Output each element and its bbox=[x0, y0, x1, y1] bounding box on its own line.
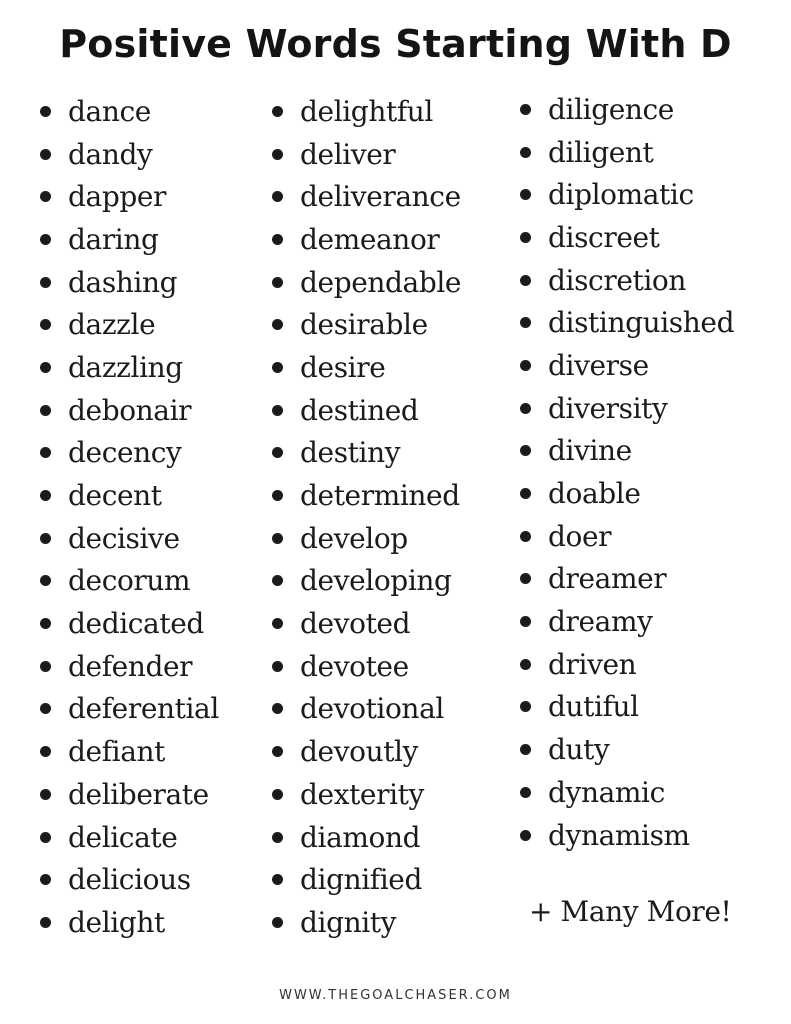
list-item bbox=[520, 728, 734, 771]
bullet-icon bbox=[272, 447, 283, 458]
bullet-icon bbox=[520, 189, 531, 200]
list-item bbox=[520, 301, 734, 344]
word: delicious bbox=[68, 863, 191, 897]
bullet-icon bbox=[272, 874, 283, 885]
bullet-icon bbox=[272, 319, 283, 330]
bullet-icon bbox=[272, 832, 283, 843]
word: defiant bbox=[68, 735, 165, 769]
word: demeanor bbox=[300, 222, 440, 256]
word: devoted bbox=[300, 607, 411, 641]
bullet-icon bbox=[40, 362, 51, 373]
bullet-icon bbox=[272, 533, 283, 544]
word: deliverance bbox=[300, 180, 461, 214]
bullet-icon bbox=[272, 618, 283, 629]
bullet-icon bbox=[272, 703, 283, 714]
list-item bbox=[520, 88, 734, 131]
bullet-icon bbox=[272, 277, 283, 288]
list-item bbox=[40, 303, 219, 346]
bullet-icon bbox=[520, 573, 531, 584]
bullet-icon bbox=[272, 405, 283, 416]
bullet-icon bbox=[272, 575, 283, 586]
list-item bbox=[520, 686, 734, 729]
word: delightful bbox=[300, 94, 433, 128]
list-item bbox=[40, 133, 219, 176]
list-item bbox=[272, 90, 461, 133]
word: diligent bbox=[548, 135, 654, 169]
word: decent bbox=[68, 479, 162, 513]
word: dutiful bbox=[548, 690, 639, 724]
word: diamond bbox=[300, 820, 421, 854]
list-item bbox=[272, 602, 461, 645]
word: devotional bbox=[300, 692, 444, 726]
bullet-icon bbox=[520, 830, 531, 841]
list-item bbox=[520, 515, 734, 558]
bullet-icon bbox=[40, 874, 51, 885]
bullet-icon bbox=[40, 618, 51, 629]
word: dreamy bbox=[548, 605, 653, 639]
word: dexterity bbox=[300, 777, 424, 811]
word: determined bbox=[300, 479, 460, 513]
word: diverse bbox=[548, 348, 649, 382]
bullet-icon bbox=[40, 234, 51, 245]
list-item bbox=[40, 389, 219, 432]
word: diligence bbox=[548, 92, 674, 126]
bullet-icon bbox=[40, 149, 51, 160]
word: dapper bbox=[68, 180, 167, 214]
bullet-icon bbox=[40, 405, 51, 416]
bullet-icon bbox=[40, 490, 51, 501]
word: destined bbox=[300, 393, 419, 427]
list-item bbox=[40, 218, 219, 261]
bullet-icon bbox=[272, 149, 283, 160]
bullet-icon bbox=[520, 787, 531, 798]
list-item bbox=[520, 643, 734, 686]
word: dignified bbox=[300, 863, 423, 897]
bullet-icon bbox=[272, 191, 283, 202]
word-list-column-1 bbox=[40, 90, 219, 944]
word: duty bbox=[548, 733, 610, 767]
list-item bbox=[520, 600, 734, 643]
word: distinguished bbox=[548, 306, 735, 340]
bullet-icon bbox=[272, 362, 283, 373]
word: decisive bbox=[68, 521, 180, 555]
bullet-icon bbox=[272, 789, 283, 800]
list-item bbox=[40, 645, 219, 688]
word: decorum bbox=[68, 564, 191, 598]
list-item bbox=[520, 430, 734, 473]
bullet-icon bbox=[40, 575, 51, 586]
list-item bbox=[40, 816, 219, 859]
word: defender bbox=[68, 649, 193, 683]
bullet-icon bbox=[520, 147, 531, 158]
word: developing bbox=[300, 564, 452, 598]
list-item bbox=[272, 773, 461, 816]
list-item bbox=[520, 387, 734, 430]
bullet-icon bbox=[272, 490, 283, 501]
word: dynamism bbox=[548, 818, 690, 852]
list-item bbox=[272, 688, 461, 731]
word: deliver bbox=[300, 137, 396, 171]
list-item bbox=[40, 560, 219, 603]
bullet-icon bbox=[272, 234, 283, 245]
word: desirable bbox=[300, 308, 428, 342]
bullet-icon bbox=[520, 445, 531, 456]
word: dependable bbox=[300, 265, 462, 299]
bullet-icon bbox=[520, 403, 531, 414]
word: develop bbox=[300, 521, 408, 555]
word: diversity bbox=[548, 391, 668, 425]
list-item bbox=[40, 474, 219, 517]
list-item bbox=[40, 730, 219, 773]
word: desire bbox=[300, 350, 386, 384]
bullet-icon bbox=[520, 744, 531, 755]
word: destiny bbox=[300, 436, 401, 470]
word: devotee bbox=[300, 649, 409, 683]
bullet-icon bbox=[40, 191, 51, 202]
bullet-icon bbox=[520, 232, 531, 243]
list-item bbox=[520, 259, 734, 302]
bullet-icon bbox=[40, 106, 51, 117]
bullet-icon bbox=[520, 104, 531, 115]
bullet-icon bbox=[272, 746, 283, 757]
bullet-icon bbox=[40, 746, 51, 757]
word: devoutly bbox=[300, 735, 419, 769]
list-item bbox=[272, 261, 461, 304]
word: dazzling bbox=[68, 350, 183, 384]
word: discreet bbox=[548, 220, 660, 254]
word: dance bbox=[68, 94, 151, 128]
list-item bbox=[40, 346, 219, 389]
word: decency bbox=[68, 436, 182, 470]
many-more-text: + Many More! bbox=[529, 895, 732, 928]
list-item bbox=[520, 558, 734, 601]
list-item bbox=[272, 303, 461, 346]
list-item bbox=[272, 175, 461, 218]
page-title: Positive Words Starting With D bbox=[59, 22, 732, 66]
word: dedicated bbox=[68, 607, 204, 641]
list-item bbox=[40, 261, 219, 304]
word: discretion bbox=[548, 263, 686, 297]
list-item bbox=[520, 131, 734, 174]
word: dreamer bbox=[548, 562, 667, 596]
word: delight bbox=[68, 905, 165, 939]
list-item bbox=[272, 474, 461, 517]
list-item bbox=[40, 901, 219, 944]
word-list-column-2 bbox=[272, 90, 461, 944]
bullet-icon bbox=[520, 701, 531, 712]
bullet-icon bbox=[40, 789, 51, 800]
word: dynamic bbox=[548, 775, 665, 809]
word: debonair bbox=[68, 393, 192, 427]
word: driven bbox=[548, 647, 637, 681]
word: deliberate bbox=[68, 777, 209, 811]
bullet-icon bbox=[272, 661, 283, 672]
list-item bbox=[272, 218, 461, 261]
list-item bbox=[272, 730, 461, 773]
bullet-icon bbox=[520, 317, 531, 328]
list-item bbox=[40, 175, 219, 218]
bullet-icon bbox=[520, 616, 531, 627]
bullet-icon bbox=[272, 106, 283, 117]
bullet-icon bbox=[520, 488, 531, 499]
bullet-icon bbox=[40, 917, 51, 928]
list-item bbox=[272, 560, 461, 603]
bullet-icon bbox=[40, 832, 51, 843]
word: daring bbox=[68, 222, 159, 256]
list-item bbox=[40, 688, 219, 731]
bullet-icon bbox=[40, 319, 51, 330]
word: doer bbox=[548, 519, 612, 553]
bullet-icon bbox=[520, 659, 531, 670]
bullet-icon bbox=[272, 917, 283, 928]
word-list-column-3 bbox=[520, 88, 734, 856]
bullet-icon bbox=[520, 275, 531, 286]
list-item bbox=[40, 90, 219, 133]
bullet-icon bbox=[520, 360, 531, 371]
list-item bbox=[40, 517, 219, 560]
word: dignity bbox=[300, 905, 397, 939]
list-item bbox=[272, 389, 461, 432]
bullet-icon bbox=[520, 531, 531, 542]
list-item bbox=[272, 901, 461, 944]
word: divine bbox=[548, 434, 632, 468]
list-item bbox=[272, 346, 461, 389]
word: delicate bbox=[68, 820, 178, 854]
bullet-icon bbox=[40, 661, 51, 672]
bullet-icon bbox=[40, 277, 51, 288]
list-item bbox=[520, 814, 734, 857]
list-item bbox=[272, 517, 461, 560]
list-item bbox=[272, 816, 461, 859]
list-item bbox=[272, 133, 461, 176]
word: deferential bbox=[68, 692, 219, 726]
bullet-icon bbox=[40, 703, 51, 714]
word: dazzle bbox=[68, 308, 156, 342]
list-item bbox=[272, 858, 461, 901]
list-item bbox=[520, 173, 734, 216]
list-item bbox=[40, 602, 219, 645]
word: diplomatic bbox=[548, 178, 694, 212]
website-footer: WWW.THEGOALCHASER.COM bbox=[279, 988, 512, 1003]
list-item bbox=[520, 771, 734, 814]
list-item bbox=[40, 773, 219, 816]
list-item bbox=[520, 344, 734, 387]
word: dandy bbox=[68, 137, 153, 171]
list-item bbox=[520, 216, 734, 259]
bullet-icon bbox=[40, 447, 51, 458]
word: doable bbox=[548, 477, 641, 511]
list-item bbox=[272, 645, 461, 688]
list-item bbox=[40, 858, 219, 901]
word: dashing bbox=[68, 265, 178, 299]
list-item bbox=[272, 432, 461, 475]
list-item bbox=[520, 472, 734, 515]
bullet-icon bbox=[40, 533, 51, 544]
list-item bbox=[40, 432, 219, 475]
